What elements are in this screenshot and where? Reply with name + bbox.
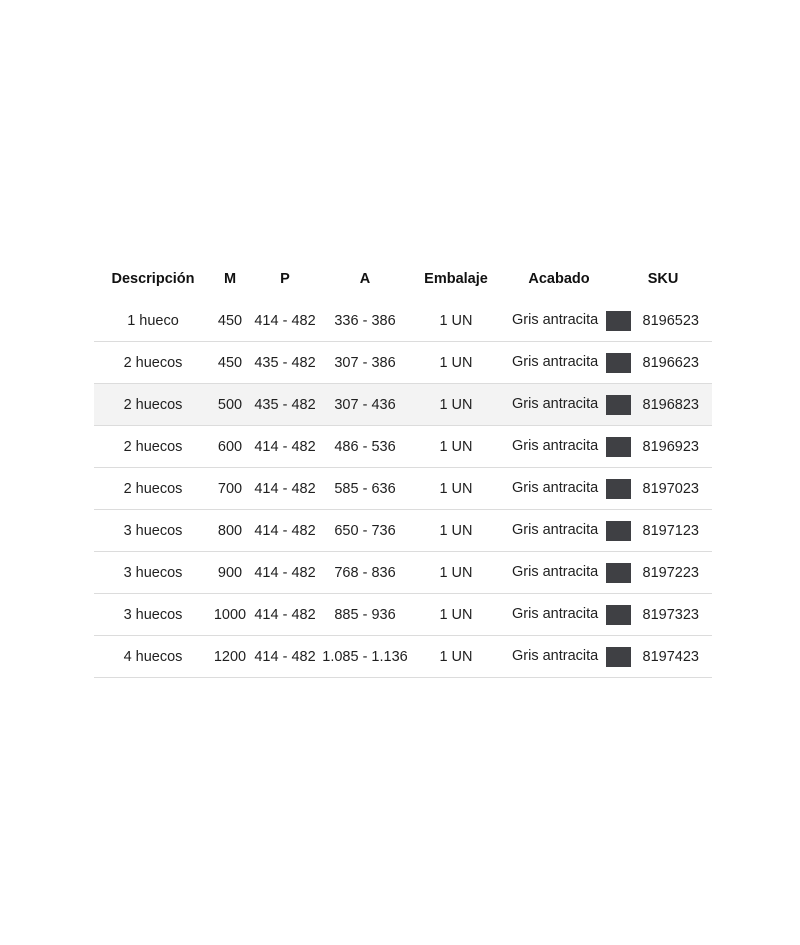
cell-description: 2 huecos bbox=[94, 468, 212, 510]
cell-m: 1000 bbox=[212, 594, 248, 636]
product-table bbox=[94, 258, 712, 678]
cell-finish bbox=[504, 300, 614, 342]
finish-label: Gris antracita bbox=[512, 647, 599, 664]
cell-a: 650 - 736 bbox=[322, 510, 408, 552]
cell-finish bbox=[504, 552, 614, 594]
cell-sku: 8196823 bbox=[614, 384, 712, 426]
cell-finish bbox=[504, 426, 614, 468]
finish-color-swatch bbox=[606, 647, 631, 667]
cell-sku: 8196523 bbox=[614, 300, 712, 342]
cell-description: 2 huecos bbox=[94, 384, 212, 426]
cell-packaging: 1 UN bbox=[408, 594, 504, 636]
cell-finish bbox=[504, 468, 614, 510]
finish-label: Gris antracita bbox=[512, 311, 599, 328]
cell-sku: 8197123 bbox=[614, 510, 712, 552]
finish-color-swatch bbox=[606, 311, 631, 331]
cell-a: 768 - 836 bbox=[322, 552, 408, 594]
finish-color-swatch bbox=[606, 395, 631, 415]
header-sku: SKU bbox=[647, 271, 679, 287]
cell-m: 450 bbox=[212, 300, 248, 342]
cell-finish bbox=[504, 510, 614, 552]
cell-m: 800 bbox=[212, 510, 248, 552]
cell-sku: 8197023 bbox=[614, 468, 712, 510]
finish-label: Gris antracita bbox=[512, 521, 599, 538]
cell-m: 700 bbox=[212, 468, 248, 510]
table-row[interactable] bbox=[94, 342, 712, 384]
cell-p: 435 - 482 bbox=[248, 342, 322, 384]
cell-packaging: 1 UN bbox=[408, 636, 504, 678]
cell-description: 1 hueco bbox=[94, 300, 212, 342]
finish-label: Gris antracita bbox=[512, 605, 599, 622]
cell-p: 414 - 482 bbox=[248, 510, 322, 552]
table-row[interactable] bbox=[94, 300, 712, 342]
cell-sku: 8197423 bbox=[614, 636, 712, 678]
cell-a: 486 - 536 bbox=[322, 426, 408, 468]
table-row[interactable] bbox=[94, 636, 712, 678]
cell-description: 4 huecos bbox=[94, 636, 212, 678]
cell-p: 414 - 482 bbox=[248, 552, 322, 594]
cell-description: 3 huecos bbox=[94, 510, 212, 552]
cell-m: 1200 bbox=[212, 636, 248, 678]
table-row[interactable] bbox=[94, 552, 712, 594]
table-body bbox=[94, 300, 712, 678]
finish-color-swatch bbox=[606, 605, 631, 625]
cell-a: 885 - 936 bbox=[322, 594, 408, 636]
finish-color-swatch bbox=[606, 479, 631, 499]
table-row[interactable] bbox=[94, 384, 712, 426]
cell-a: 1.085 - 1.136 bbox=[322, 636, 408, 678]
finish-label: Gris antracita bbox=[512, 479, 599, 496]
header-description: Descripción bbox=[111, 271, 195, 287]
cell-description: 3 huecos bbox=[94, 552, 212, 594]
cell-packaging: 1 UN bbox=[408, 342, 504, 384]
cell-packaging: 1 UN bbox=[408, 552, 504, 594]
cell-sku: 8196623 bbox=[614, 342, 712, 384]
cell-packaging: 1 UN bbox=[408, 468, 504, 510]
cell-a: 307 - 386 bbox=[322, 342, 408, 384]
cell-m: 500 bbox=[212, 384, 248, 426]
finish-color-swatch bbox=[606, 521, 631, 541]
table-header-row bbox=[94, 258, 712, 300]
cell-sku: 8197323 bbox=[614, 594, 712, 636]
cell-a: 336 - 386 bbox=[322, 300, 408, 342]
cell-p: 414 - 482 bbox=[248, 468, 322, 510]
cell-finish bbox=[504, 384, 614, 426]
table-row[interactable] bbox=[94, 510, 712, 552]
cell-finish bbox=[504, 594, 614, 636]
table-row[interactable] bbox=[94, 594, 712, 636]
cell-a: 585 - 636 bbox=[322, 468, 408, 510]
cell-p: 414 - 482 bbox=[248, 300, 322, 342]
finish-color-swatch bbox=[606, 437, 631, 457]
cell-m: 450 bbox=[212, 342, 248, 384]
cell-finish bbox=[504, 342, 614, 384]
cell-p: 414 - 482 bbox=[248, 426, 322, 468]
finish-label: Gris antracita bbox=[512, 437, 599, 454]
cell-packaging: 1 UN bbox=[408, 426, 504, 468]
cell-packaging: 1 UN bbox=[408, 510, 504, 552]
cell-finish bbox=[504, 636, 614, 678]
header-a: A bbox=[359, 271, 371, 287]
cell-sku: 8196923 bbox=[614, 426, 712, 468]
table-row[interactable] bbox=[94, 468, 712, 510]
cell-m: 600 bbox=[212, 426, 248, 468]
finish-color-swatch bbox=[606, 353, 631, 373]
header-m: M bbox=[223, 271, 237, 287]
header-p: P bbox=[280, 271, 290, 287]
cell-description: 2 huecos bbox=[94, 426, 212, 468]
header-packaging: Embalaje bbox=[424, 271, 488, 287]
finish-color-swatch bbox=[606, 563, 631, 583]
finish-label: Gris antracita bbox=[512, 563, 599, 580]
finish-label: Gris antracita bbox=[512, 353, 599, 370]
cell-p: 435 - 482 bbox=[248, 384, 322, 426]
cell-p: 414 - 482 bbox=[248, 594, 322, 636]
finish-label: Gris antracita bbox=[512, 395, 599, 412]
table-row[interactable] bbox=[94, 426, 712, 468]
cell-p: 414 - 482 bbox=[248, 636, 322, 678]
cell-a: 307 - 436 bbox=[322, 384, 408, 426]
cell-description: 2 huecos bbox=[94, 342, 212, 384]
cell-description: 3 huecos bbox=[94, 594, 212, 636]
header-finish: Acabado bbox=[528, 271, 590, 287]
cell-sku: 8197223 bbox=[614, 552, 712, 594]
cell-m: 900 bbox=[212, 552, 248, 594]
cell-packaging: 1 UN bbox=[408, 384, 504, 426]
cell-packaging: 1 UN bbox=[408, 300, 504, 342]
